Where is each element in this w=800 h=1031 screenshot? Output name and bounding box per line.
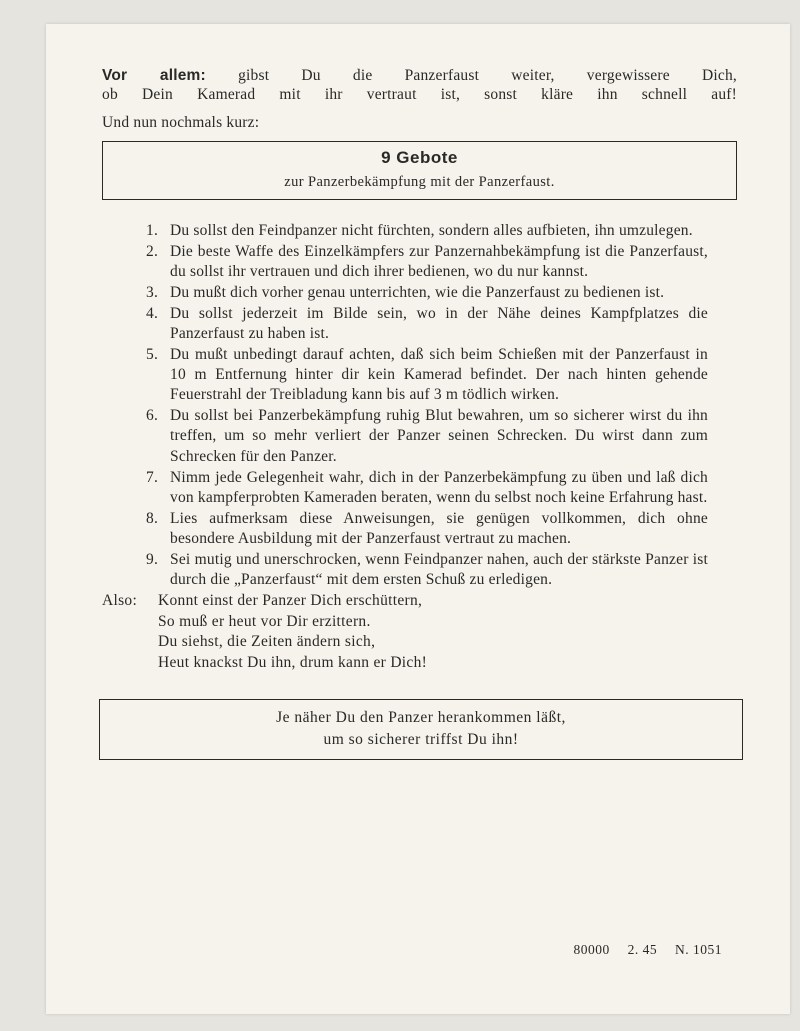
intro-line-1: [102, 66, 737, 85]
motto-line-1: Je näher Du den Panzer herankommen läßt,: [276, 709, 566, 727]
commandments-list: [146, 221, 708, 590]
commandment-item: [146, 406, 708, 467]
intro-line-2: ob Dein Kamerad mit ihr vertraut ist, sonst kläre ihn schnell auf!: [102, 86, 737, 103]
commandment-item: [146, 468, 708, 509]
verse-line: Konnt einst der Panzer Dich erschüttern,: [158, 592, 423, 610]
commandment-text: Lies aufmerksam diese Anweisungen, sie genügen vollkommen, dich ohne besondere Ausbildung mit der Panzerfaust vertraut zu machen.: [170, 509, 708, 547]
commandment-item: [146, 283, 708, 303]
commandment-number: 6.: [146, 407, 159, 425]
print-number: N. 1051: [675, 942, 722, 957]
verse-label: Also:: [102, 592, 138, 610]
verse-line: Heut knackst Du ihn, drum kann er Dich!: [158, 653, 428, 671]
verse-line: So muß er heut vor Dir erzittern.: [158, 612, 371, 630]
commandment-text: Du sollst jederzeit im Bilde sein, wo in der Nähe deines Kampfplatzes die Panzerfaust zu haben ist.: [170, 304, 708, 342]
closing-verse: [102, 591, 737, 673]
commandment-text: Du sollst den Feindpanzer nicht fürchten, sondern alles aufbieten, ihn umzulegen.: [170, 222, 693, 239]
commandment-text: Nimm jede Gelegenheit wahr, dich in der Panzerbekämpfung zu üben und laß dich von kampferprobten Kameraden beraten, wenn du selbst noch keine Erfahrung hast.: [170, 468, 708, 506]
commandment-item: [146, 242, 708, 283]
intro-paragraph: [102, 66, 737, 104]
commandments-title-box: [102, 141, 737, 200]
motto-line-2: um so sicherer triffst Du ihn!: [323, 731, 519, 749]
print-mark: [574, 942, 723, 958]
leaflet-content: [102, 66, 737, 760]
verse-lines: [158, 591, 427, 673]
commandment-number: 8.: [146, 509, 159, 527]
commandment-item: [146, 345, 708, 406]
commandment-text: Die beste Waffe des Einzelkämpfers zur Panzernahbekämpfung ist die Panzerfaust, du sollst ihr vertrauen und dich ihrer bedienen, wo du nur kannst.: [170, 242, 708, 281]
commandment-item: [146, 221, 708, 241]
commandment-number: 9.: [146, 550, 159, 568]
motto-box: [99, 699, 743, 760]
commandment-number: 4.: [146, 304, 159, 322]
commandment-text: Du mußt dich vorher genau unterrichten, wie die Panzerfaust zu bedienen ist.: [170, 283, 665, 301]
commandment-text: Du mußt unbedingt darauf achten, daß sich beim Schießen mit der Panzerfaust in 10 m Entfernung hinter dir kein Kamerad befindet. Der nach hinten gehende Feuerstrahl der Treibladung kann bis auf 3 m tödlich wirken.: [170, 345, 708, 404]
intro-line-1-text: gibst Du die Panzerfaust weiter, vergewissere Dich,: [238, 67, 738, 84]
print-run: 80000: [573, 942, 610, 957]
commandment-text: Du sollst bei Panzerbekämpfung ruhig Blut bewahren, um so sicherer wirst du ihn treffen, um so mehr verliert der Panzer seinen Schrecken. Du wirst dann zum Schrecken für den Panzer.: [170, 407, 708, 465]
commandment-number: 3.: [146, 283, 159, 301]
commandments-title: 9 Gebote: [381, 148, 458, 167]
intro-lead: Vor allem:: [102, 67, 206, 84]
commandment-number: 2.: [146, 242, 159, 260]
leaflet-page: [46, 24, 790, 1014]
commandment-number: 7.: [146, 468, 159, 486]
subheading: Und nun nochmals kurz:: [102, 114, 260, 131]
print-date: 2. 45: [627, 942, 658, 957]
commandment-number: 5.: [146, 345, 159, 363]
commandment-text: Sei mutig und unerschrocken, wenn Feindpanzer nahen, auch der stärkste Panzer ist durch die „Panzerfaust“ mit dem ersten Schuß zu erledigen.: [170, 550, 708, 589]
commandment-item: [146, 550, 708, 591]
commandment-item: [146, 509, 708, 550]
commandment-number: 1.: [146, 222, 159, 239]
commandments-subtitle: zur Panzerbekämpfung mit der Panzerfaust.: [284, 174, 555, 190]
verse-line: Du siehst, die Zeiten ändern sich,: [158, 633, 376, 651]
commandment-item: [146, 304, 708, 345]
